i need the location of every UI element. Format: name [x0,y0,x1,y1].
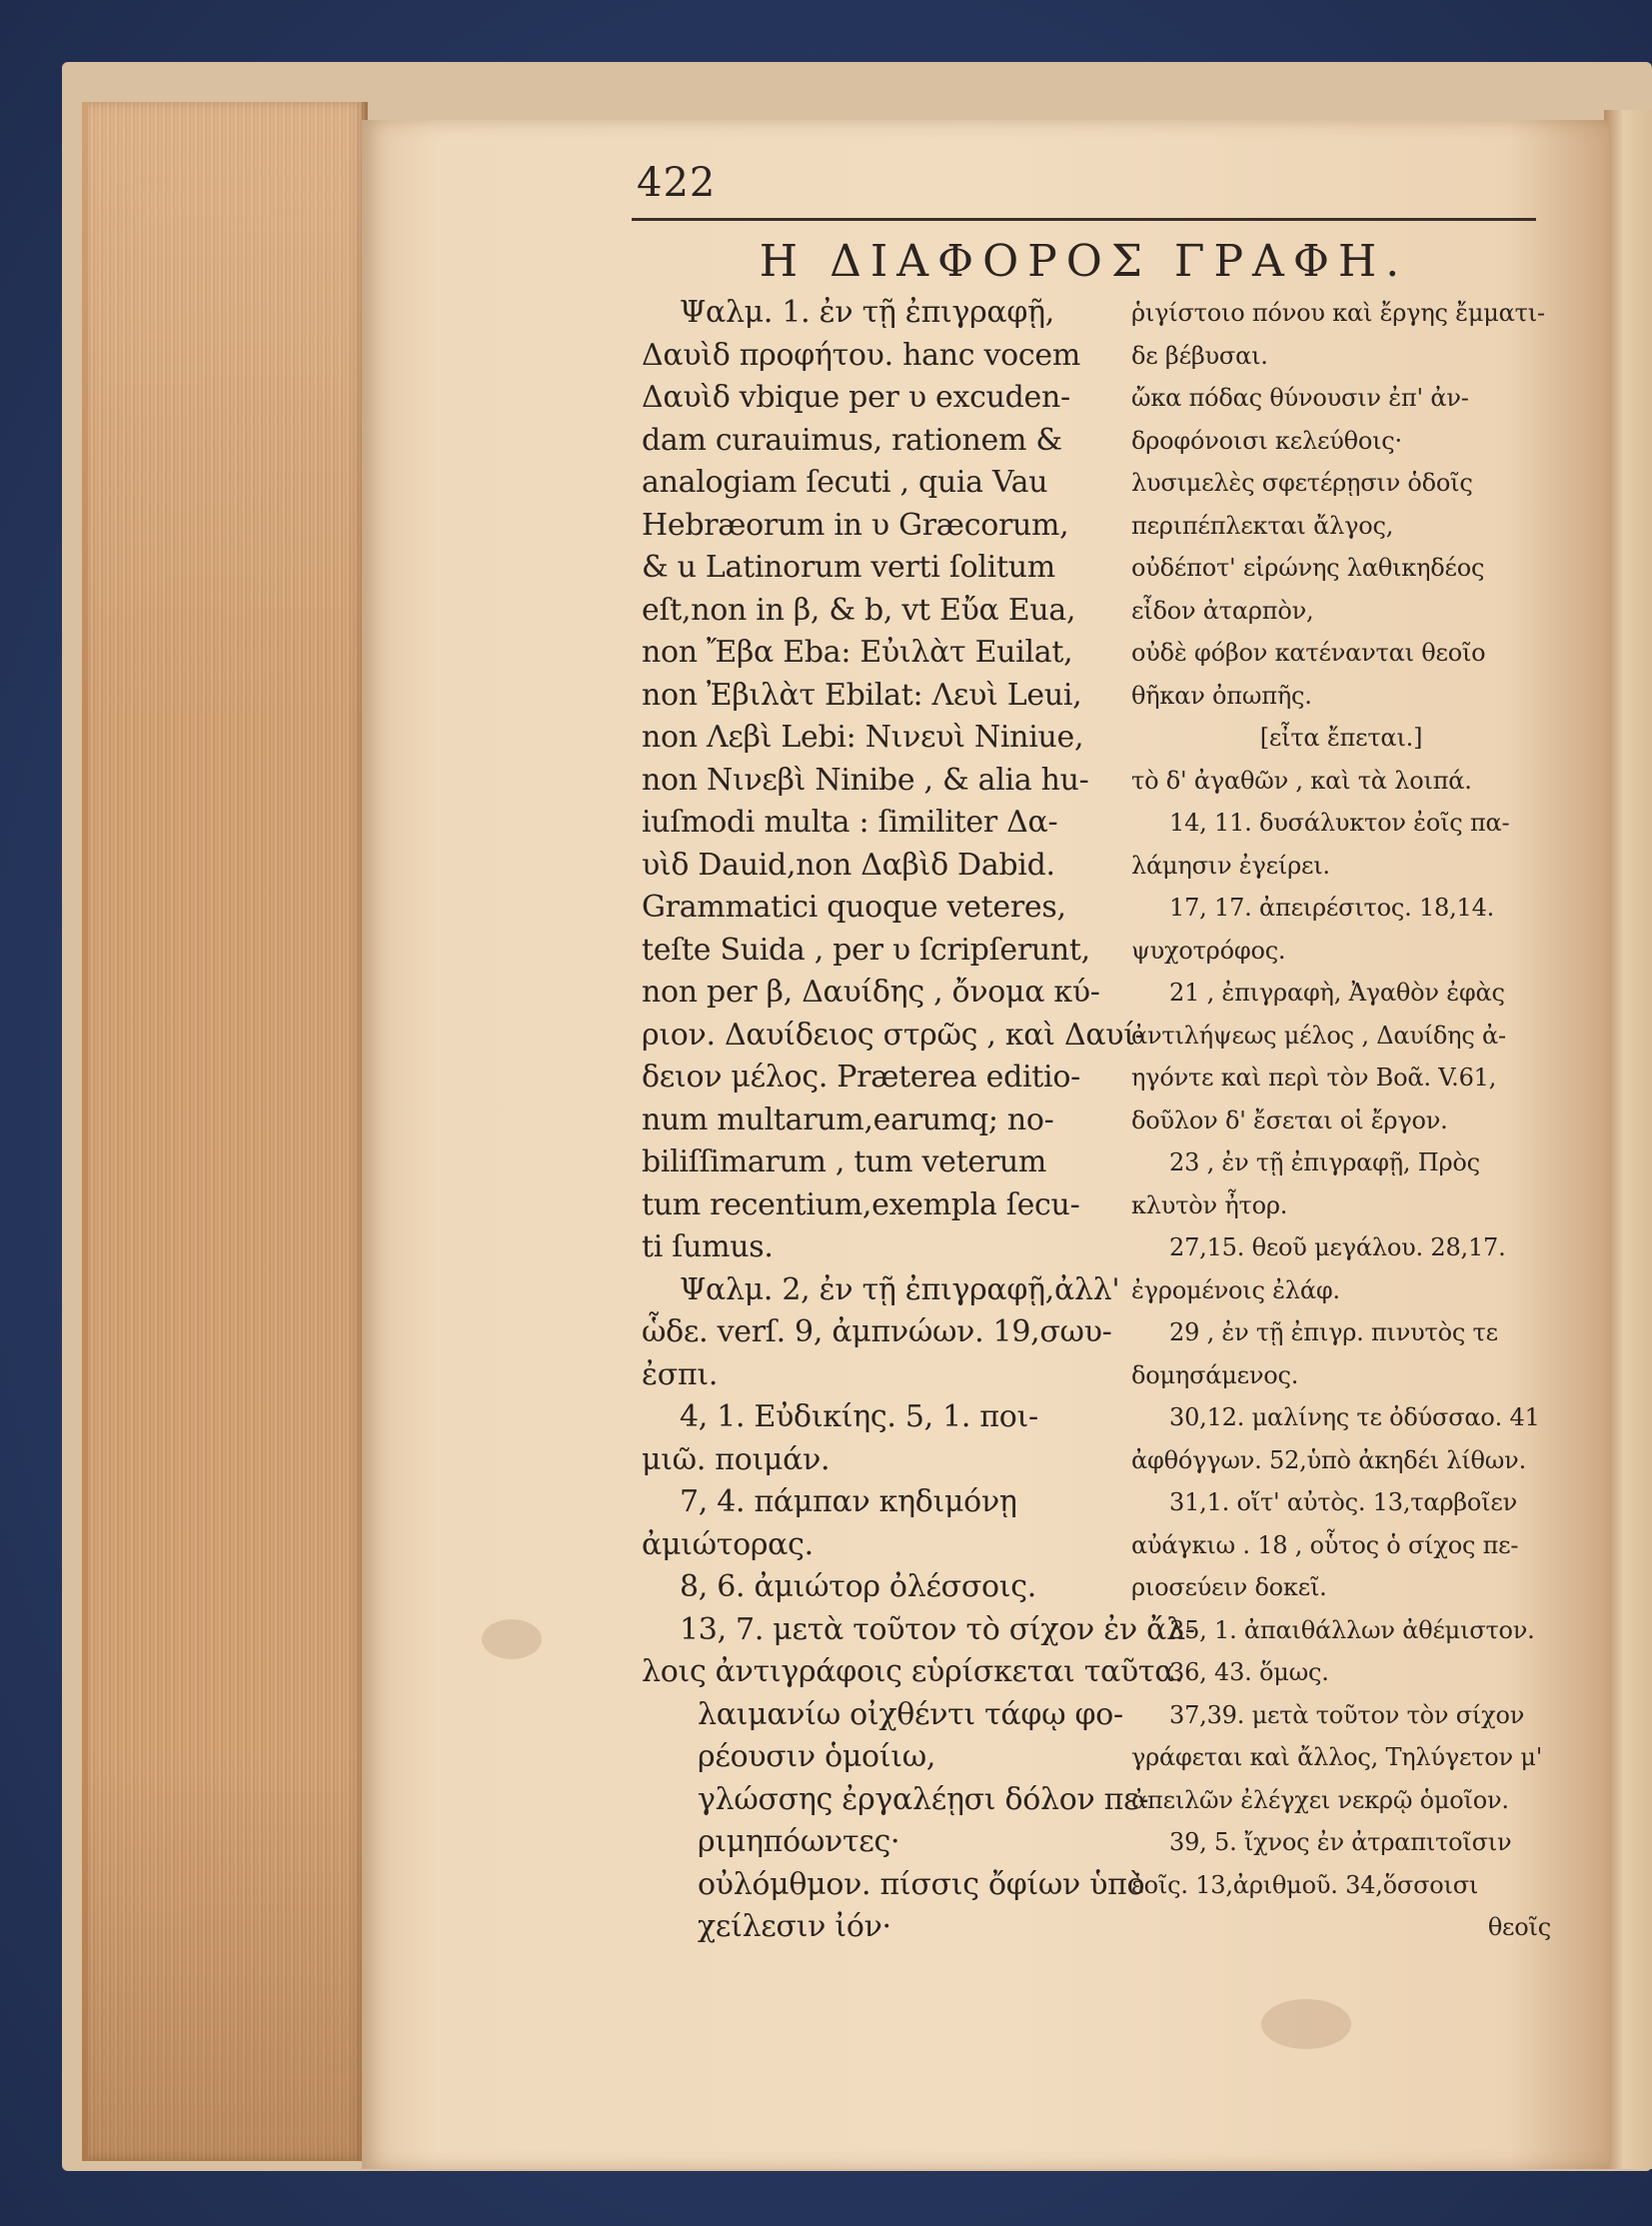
text-line: ριμηπόωντες· [698,1824,900,1859]
text-line: analogiam ſecuti , quia Vau [642,465,1048,500]
text-line: dam curauimus, rationem & [642,422,1062,458]
text-line: λάμησιν ἐγείρει. [1131,851,1330,880]
text-line: num multarum,earumq; no- [642,1102,1054,1137]
text-line: γλώσσης ἐργαλέῃσι δόλον πε- [698,1781,1149,1817]
text-line: ἀμιώτορας. [642,1526,814,1562]
text-line: θῆκαν ὀπωπῆς. [1131,681,1312,710]
text-line: Δαυὶδ vbique per υ excuden- [642,380,1070,415]
text-line: γράφεται καὶ ἄλλος, Τηλύγετον μ' [1131,1743,1543,1771]
text-line: biliſſimarum , tum veterum [642,1144,1047,1179]
text-line: ἀντιλήψεως μέλος , Δαυίδης ἀ- [1131,1021,1506,1050]
text-line: κλυτὸν ἦτορ. [1131,1190,1288,1219]
text-line: δοῦλον δ' ἔσεται οἱ ἔργον. [1131,1106,1448,1134]
text-line: ριοσεύειν δοκεῖ. [1131,1573,1327,1601]
text-line: teſte Suida , per υ ſcripſerunt, [642,932,1090,968]
text-line: λυσιμελὲς σφετέρῃσιν ὁδοῖς [1131,469,1473,497]
text-line: ἀφθόγγων. 52,ὑπὸ ἀκηδέι λίθων. [1131,1445,1526,1474]
text-line: ti ſumus. [642,1229,774,1264]
text-line: 13, 7. μετὰ τοῦτον τὸ σίχον ἐν ἄλ- [680,1611,1195,1647]
text-line: 31,1. οἵτ' αὐτὸς. 13,ταρβοῖεν [1169,1488,1518,1516]
text-line: χείλεσιν ἰόν· [698,1909,891,1944]
text-line: 23 , ἐν τῇ ἐπιγραφῇ, Πρὸς [1169,1148,1480,1176]
text-line: 39, 5. ἴχνος ἐν ἀτραπιτοῖσιν [1169,1828,1512,1856]
text-line: εἶδον ἀταρπὸν, [1131,596,1314,625]
text-line: ἑοῖς. 13,ἀριθμοῦ. 34,ὅσσοισι [1131,1870,1479,1899]
text-line: tum recentium,exempla ſecu- [642,1186,1080,1222]
text-line: ὤκα πόδας θύνουσιν ἐπ' ἀν- [1131,384,1469,412]
text-line: οὐδὲ φόβον κατένανται θεοῖο [1131,639,1486,667]
text-line: 4, 1. Εὐδικίης. 5, 1. ποι- [680,1399,1038,1434]
text-line: υὶδ Dauid,non Δαβὶδ Dabid. [642,847,1055,883]
text-line: ἀπειλῶν ἐλέγχει νεκρῷ ὁμοῖον. [1131,1785,1509,1814]
text-line: αὐάγκιω . 18 , οὗτος ὁ σίχος πε- [1131,1530,1519,1559]
text-line: Hebræorum in υ Græcorum, [642,507,1069,543]
header-rule [632,218,1536,221]
text-line: ριον. Δαυίδειος στρῶς , καὶ Δαυί- [642,1017,1145,1053]
text-line: ηγόντε καὶ περὶ τὸν Βοᾶ. V.61, [1131,1064,1497,1092]
text-line: 14, 11. δυσάλυκτον ἐοῖς πα- [1169,809,1510,837]
text-line: 36, 43. ὅμως. [1169,1658,1329,1686]
text-line: ἐσπι. [642,1356,719,1392]
text-line: ἐγρομένοις ἐλάφ. [1131,1275,1340,1304]
page-fore-edge-shading [82,102,362,2161]
text-line: 21 , ἐπιγραφὴ, Ἀγαθὸν ἐφὰς [1169,979,1505,1007]
right-text-column [1131,292,1551,1949]
paper-stain [1261,1999,1351,2049]
text-line: 17, 17. ἀπειρέσιτος. 18,14. [1169,894,1495,922]
paper-stain [482,1619,542,1659]
text-line: & u Latinorum verti ſolitum [642,550,1055,585]
text-line: οὐλόμθμον. πίσσις ὄφίων ὑπὸ [698,1866,1145,1902]
text-line: Ψαλμ. 2, ἐν τῇ ἐπιγραφῇ,ἀλλ' [680,1271,1120,1307]
text-line: Ψαλμ. 1. ἐν τῇ ἐπιγραφῇ, [680,295,1055,330]
left-text-column [642,292,1195,1949]
text-line: ρέουσιν ὁμοίιω, [698,1739,936,1774]
text-line: 29 , ἐν τῇ ἐπιγρ. πινυτὸς τε [1169,1318,1498,1346]
text-line: μιῶ. ποιμάν. [642,1441,830,1477]
text-line: [εἶτα ἔπεται.] [1259,724,1423,752]
page-number: 422 [637,160,717,206]
text-line: non Ἔβα Eba: Εὐιλὰτ Euilat, [642,635,1073,670]
text-line: non Λεβὶ Lebi: Νινευὶ Niniue, [642,720,1084,755]
text-line: non Ἐβιλὰτ Ebilat: Λευὶ Leui, [642,677,1082,713]
text-line: 35, 1. ἀπαιθάλλων ἀθέμιστον. [1169,1615,1535,1644]
text-line: τὸ δ' ἀγαθῶν , καὶ τὰ λοιπά. [1131,766,1472,795]
text-line: λαιμανίω οἰχθέντι τάφῳ φο- [698,1696,1123,1732]
text-line: λοις ἀντιγράφοις εὑρίσκεται ταῦτα. [642,1654,1184,1689]
text-line: eſt,non in β, & b, vt Εὔα Eua, [642,592,1076,628]
text-line: 37,39. μετὰ τοῦτον τὸν σίχον [1169,1700,1525,1729]
text-line: non per β, Δαυίδης , ὄνομα κύ- [642,975,1100,1010]
text-line: οὐδέποτ' εἰρώνης λαθικηδέος [1131,554,1485,582]
text-line: non Νινεβὶ Ninibe , & alia hu- [642,762,1089,798]
text-line: 30,12. μαλίνης τε ὀδύσσαο. 41 [1169,1403,1540,1431]
text-line: Δαυὶδ προφήτου. hanc vocem [642,337,1080,373]
text-line: θεοῖς [1487,1913,1551,1941]
text-line: περιπέπλεκται ἄλγος, [1131,511,1394,540]
text-line: δομησάμενος. [1131,1360,1299,1389]
running-title: Η ΔΙΑΦΟΡΟΣ ΓΡΑΦΗ. [759,236,1409,287]
text-line: ψυχοτρόφος. [1131,936,1286,965]
text-line: iuſmodi multa : ſimiliter Δα- [642,805,1058,840]
facing-page-edge [1604,110,1652,2169]
text-line: Grammatici quoque veteres, [642,890,1066,925]
text-line: δειον μέλος. Præterea editio- [642,1060,1080,1095]
text-line: δε βέβυσαι. [1131,341,1268,370]
text-line: ῥιγίστοιο πόνου καὶ ἔργης ἔμματι- [1131,299,1545,327]
text-line: δροφόνοισι κελεύθοις· [1131,426,1402,455]
text-line: ὧδε. verſ. 9, ἀμπνώων. 19,σωυ- [642,1314,1112,1349]
text-line: 7, 4. πάμπαν κηδιμόνῃ [680,1484,1017,1519]
text-line: 8, 6. ἀμιώτορ ὀλέσσοις. [680,1569,1036,1604]
text-line: 27,15. θεοῦ μεγάλου. 28,17. [1169,1233,1506,1261]
